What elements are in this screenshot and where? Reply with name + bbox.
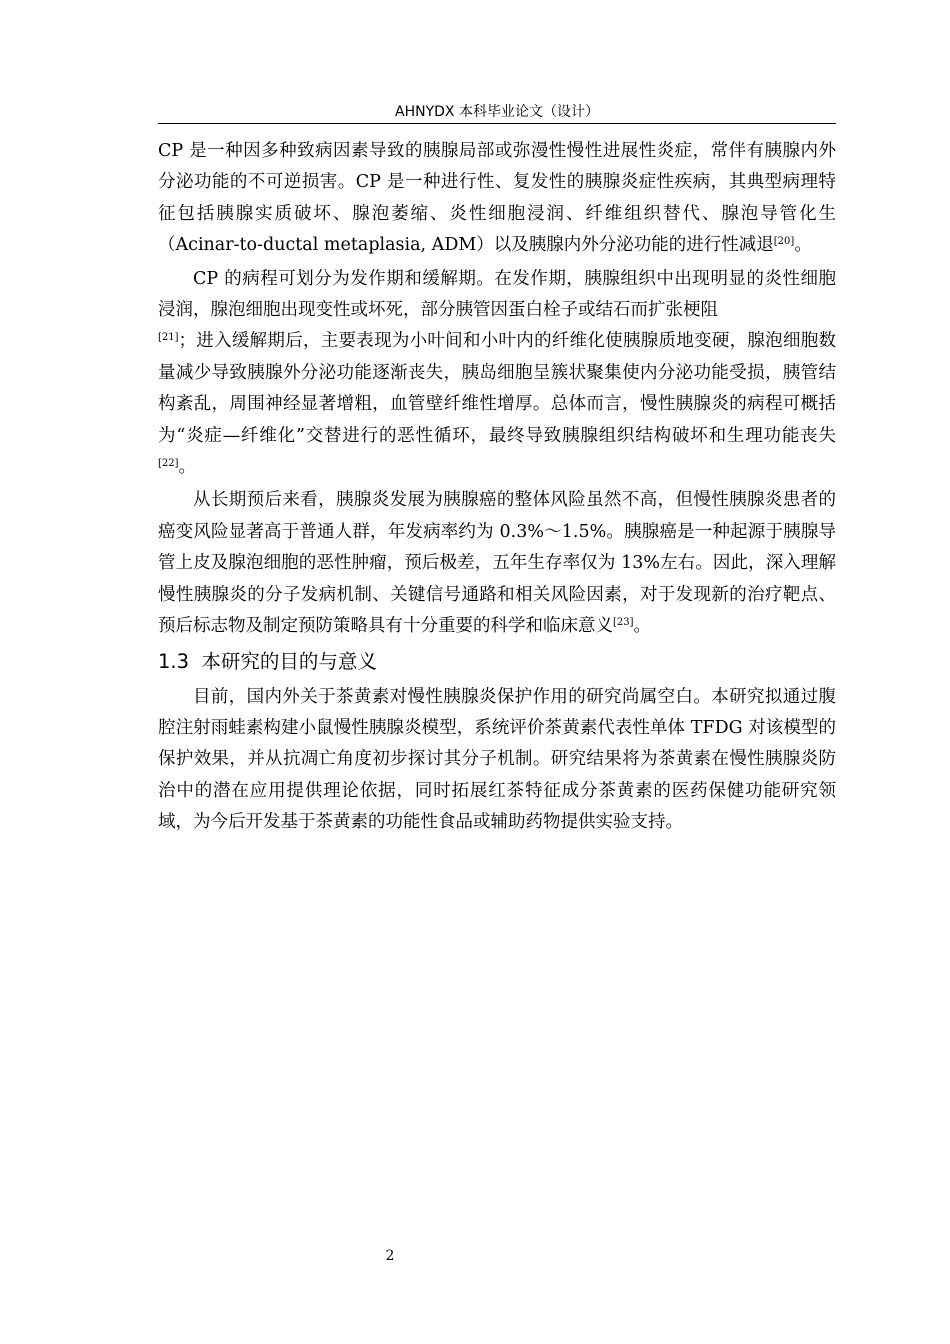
paragraph-end: 。 (178, 457, 197, 478)
running-header: AHNYDX 本科毕业论文（设计） (395, 104, 599, 120)
paragraph-research-aim (158, 682, 836, 839)
paragraph-cp-definition (158, 136, 836, 262)
paragraph-end: 。 (794, 235, 812, 256)
citation-23[interactable]: [23] (613, 617, 634, 629)
paragraph-text: CP 的病程可划分为发作期和缓解期。在发作期，胰腺组织中出现明显的炎性细胞浸润，腺泡细胞出现变性或坏死，部分胰管因蛋白栓子或结石而扩张梗阻 (158, 268, 836, 321)
paragraph-cp-course (158, 264, 836, 484)
section-title: 本研究的目的与意义 (201, 649, 377, 673)
page-number: 2 (385, 1248, 395, 1264)
paragraph-text: 从长期预后来看，胰腺炎发展为胰腺癌的整体风险虽然不高，但慢性胰腺炎患者的癌变风险显著高于普通人群，年发病率约为 0.3%～1.5%。胰腺癌是一种起源于胰腺导管上皮及腺泡细胞的恶性肿瘤，预后极差，五年生存率仅为 13%左右。因此，深入理解慢性胰腺炎的分子发病机制、关键信号通路和相关风险因素，对于发现新的治疗靶点、预后标志物及制定预防策略具有十分重要的科学和临床意义 (158, 490, 836, 637)
header-rule (158, 123, 836, 124)
body-text (158, 136, 836, 839)
citation-21[interactable]: [21] (158, 332, 179, 344)
citation-22[interactable]: [22] (158, 458, 179, 470)
paragraph-end: 。 (633, 616, 652, 637)
section-heading (158, 647, 836, 677)
paragraph-text: ；进入缓解期后，主要表现为小叶间和小叶内的纤维化使胰腺质地变硬，腺泡细胞数量减少导致胰腺外分泌功能逐渐丧失，胰岛细胞呈簇状聚集使内分泌功能受损，胰管结构紊乱，周围神经显著增粗，血管壁纤维性增厚。总体而言，慢性胰腺炎的病程可概括为“炎症—纤维化”交替进行的恶性循环，最终导致胰腺组织结构破坏和生理功能丧失 (158, 331, 836, 446)
section-number: 1.3 (158, 649, 190, 673)
citation-20[interactable]: [20] (773, 236, 795, 248)
paragraph-text: CP 是一种因多种致病因素导致的胰腺局部或弥漫性慢性进展性炎症，常伴有胰腺内外分泌功能的不可逆损害。CP 是一种进行性、复发性的胰腺炎症性疾病，其典型病理特征包括胰腺实质破坏、腺泡萎缩、炎性细胞浸润、纤维组织替代、腺泡导管化生（Acinar-to-ductal metaplasia, ADM）以及胰腺内外分泌功能的进行性减退 (158, 141, 836, 256)
paragraph-prognosis (158, 485, 836, 642)
paragraph-text: 目前，国内外关于茶黄素对慢性胰腺炎保护作用的研究尚属空白。本研究拟通过腹腔注射雨蛙素构建小鼠慢性胰腺炎模型，系统评价茶黄素代表性单体 TFDG 对该模型的保护效果，并从抗凋亡角度初步探讨其分子机制。研究结果将为茶黄素在慢性胰腺炎防治中的潜在应用提供理论依据，同时拓展红茶特征成分茶黄素的医药保健功能研究领域，为今后开发基于茶黄素的功能性食品或辅助药物提供实验支持。 (158, 686, 836, 833)
